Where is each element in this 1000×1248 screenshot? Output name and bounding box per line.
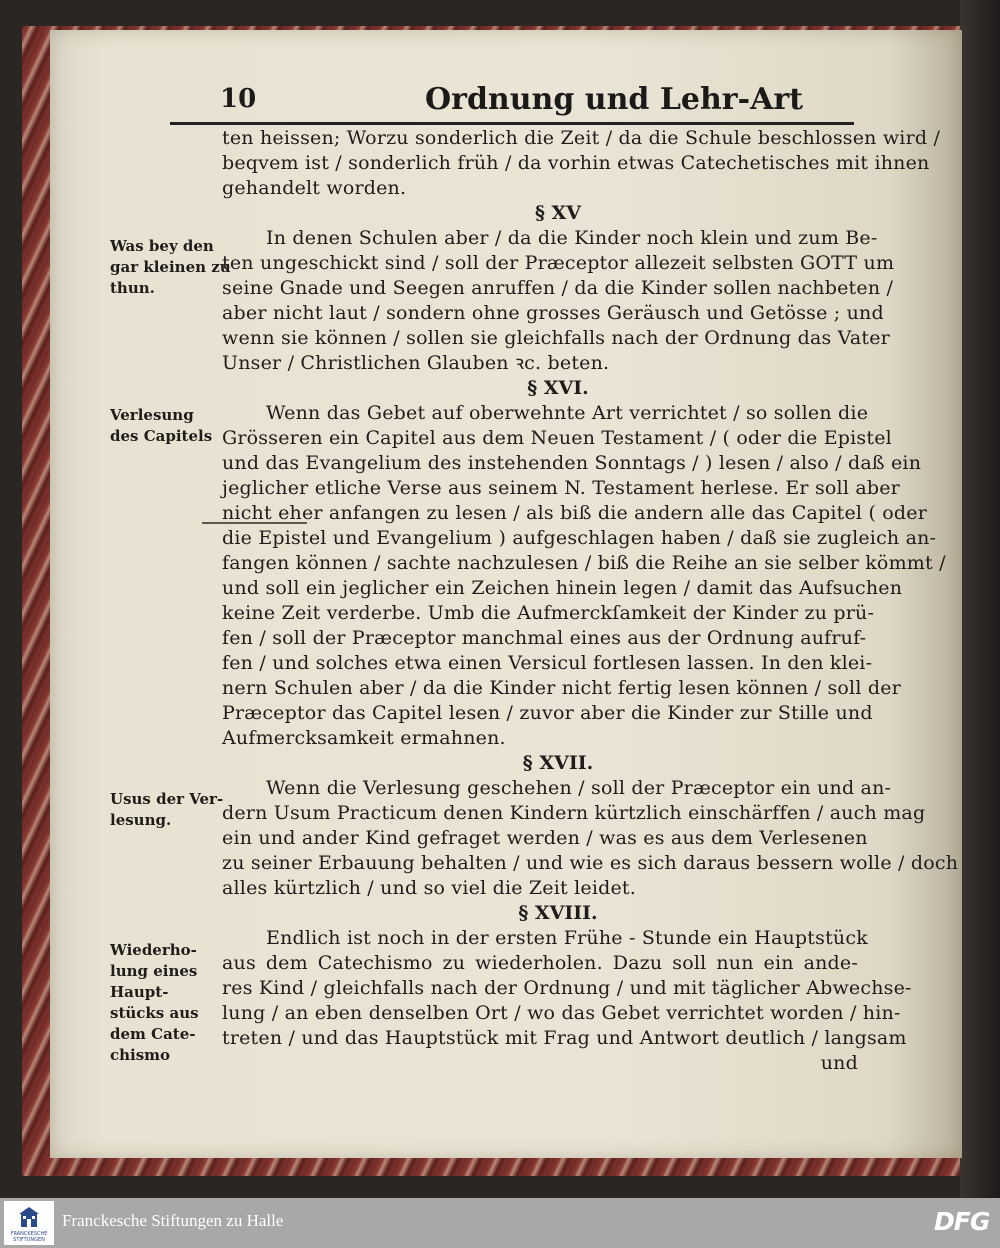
text-line: ten ungeschickt sind / soll der Præceptor allezeit selbsten GOTT um — [222, 252, 895, 274]
section-heading-xviii: § XVIII. — [518, 902, 598, 924]
margin-note-line: Wiederho- — [110, 941, 197, 959]
margin-note-line: Was bey den — [110, 237, 214, 255]
text-line: jeglicher etliche Verse aus seinem N. Testament herlese. Er soll aber — [222, 477, 900, 499]
margin-note-small-children — [110, 236, 231, 299]
page-header — [170, 80, 854, 125]
dfg-logo[interactable]: DFG — [934, 1207, 990, 1236]
text-line: res Kind / gleichfalls nach der Ordnung / und mit täglicher Abwechse- — [222, 977, 912, 999]
text-line: wenn sie können / sollen sie gleichfalls nach der Ordnung das Vater — [222, 327, 890, 349]
text-line: Præceptor das Capitel lesen / zuvor aber die Kinder zur Stille und — [222, 702, 873, 724]
margin-note-line: des Capitels — [110, 427, 213, 445]
margin-note-line: stücks aus — [110, 1004, 199, 1022]
logo-text: FRANCKESCHE STIFTUNGEN — [10, 1231, 48, 1243]
text-line: aus dem Catechismo zu wiederholen. Dazu soll nun ein ande- — [222, 952, 858, 974]
section-heading-xvi: § XVI. — [527, 377, 589, 399]
text-line: nern Schulen aber / da die Kinder nicht fertig lesen können / soll der — [222, 677, 901, 699]
margin-note-line: Verlesung — [110, 406, 194, 424]
text-line: alles kürtzlich / und so viel die Zeit leidet. — [222, 877, 636, 899]
margin-note-usus — [110, 789, 224, 831]
text-line: keine Zeit verderbe. Umb die Aufmerckſamkeit der Kinder zu prü- — [222, 602, 875, 624]
text-line: Endlich ist noch in der ersten Frühe - Stunde ein Hauptstück — [266, 927, 868, 949]
margin-note-catechism — [110, 940, 216, 1066]
margin-note-reading-chapter — [110, 405, 216, 447]
text-line: Unser / Christlichen Glauben ꝛc. beten. — [222, 352, 610, 374]
margin-note-line: lesung. — [110, 811, 172, 829]
footer-bar — [0, 1198, 1000, 1248]
running-title: Ordnung und Lehr-Art — [425, 82, 804, 117]
catchword: und — [820, 1052, 858, 1074]
text-line: In denen Schulen aber / da die Kinder noch klein und zum Be- — [266, 227, 878, 249]
margin-note-line: chismo — [110, 1046, 171, 1064]
text-line: Grösseren ein Capitel aus dem Neuen Testament / ( oder die Epistel — [222, 427, 892, 449]
text-line: dern Usum Practicum denen Kindern kürtzlich einschärffen / auch mag — [222, 802, 926, 824]
text-line: gehandelt worden. — [222, 177, 407, 199]
institution-name[interactable]: Franckesche Stiftungen zu Halle — [62, 1211, 284, 1230]
text-line: Wenn das Gebet auf oberwehnte Art verrichtet / so sollen die — [266, 402, 869, 424]
text-line: die Epistel und Evangelium ) aufgeschlagen haben / daß sie zugleich an- — [222, 527, 937, 549]
text-line: aber nicht laut / sondern ohne grosses Geräusch und Getösse ; und — [222, 302, 884, 324]
text-line: fen / und solches etwa einen Versicul fortlesen lassen. In den klei- — [222, 652, 873, 674]
text-line: und soll ein jeglicher ein Zeichen hinein legen / damit das Aufsuchen — [222, 577, 903, 599]
margin-note-line: thun. — [110, 279, 155, 297]
margin-note-line: gar kleinen zu — [110, 258, 231, 276]
margin-note-line: dem Cate- — [110, 1025, 196, 1043]
margin-note-line: lung eines — [110, 962, 198, 980]
orphanage-icon — [17, 1205, 41, 1229]
text-line: fangen können / sachte nachzulesen / biß die Reihe an sie selber kömmt / — [222, 552, 946, 574]
page-number: 10 — [220, 84, 257, 114]
text-line: nicht eher anfangen zu lesen / als biß die andern alle das Capitel ( oder — [222, 502, 928, 524]
text-line: ten heissen; Worzu sonderlich die Zeit / da die Schule beschlossen wird / — [222, 127, 941, 149]
text-line: Aufmercksamkeit ermahnen. — [222, 727, 506, 749]
institution-logo[interactable] — [4, 1201, 54, 1245]
margin-note-line: Usus der Ver- — [110, 790, 224, 808]
margin-note-line: Haupt- — [110, 983, 169, 1001]
section-heading-xv: § XV — [534, 202, 582, 224]
body-text — [222, 126, 959, 1076]
text-line: ein und ander Kind gefraget werden / was es aus dem Verlesenen — [222, 827, 868, 849]
text-line: lung / an eben denselben Ort / wo das Gebet verrichtet worden / hin- — [222, 1002, 901, 1024]
book-gutter — [960, 0, 1000, 1198]
text-line: seine Gnade und Seegen anruffen / da die Kinder sollen nachbeten / — [222, 277, 894, 299]
section-heading-xvii: § XVII. — [522, 752, 594, 774]
text-line: Wenn die Verlesung geschehen / soll der Præceptor ein und an- — [266, 777, 892, 799]
text-line: beqvem ist / sonderlich früh / da vorhin etwas Catechetisches mit ihnen — [222, 152, 930, 174]
text-line: fen / soll der Præceptor manchmal eines aus der Ordnung aufruf- — [222, 627, 867, 649]
text-line: treten / und das Hauptstück mit Frag und Antwort deutlich / langsam — [222, 1027, 907, 1049]
text-line: und das Evangelium des instehenden Sonntags / ) lesen / also / daß ein — [222, 452, 922, 474]
text-line: zu seiner Erbauung behalten / und wie es sich daraus bessern wolle / doch — [222, 852, 959, 874]
